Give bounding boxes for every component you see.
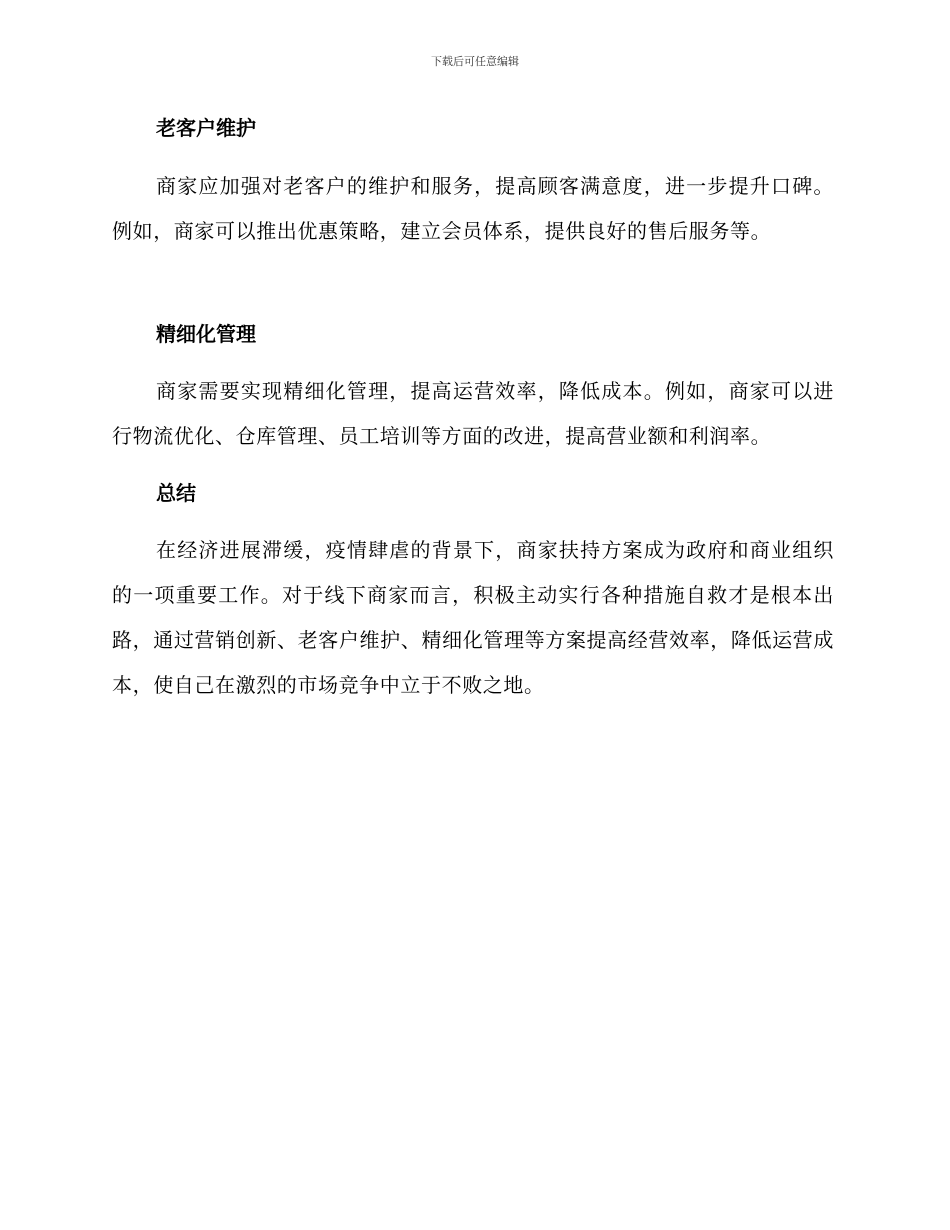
section-heading-refined-management: 精细化管理 — [156, 322, 256, 346]
section-heading-old-customer-maintenance: 老客户维护 — [156, 116, 256, 140]
section-paragraph-summary: 在经济进展滞缓，疫情肆虐的背景下，商家扶持方案成为政府和商业组织的一项重要工作。对于线下商家而言，积极主动实行各种措施自救才是根本出路，通过营销创新、老客户维护、精细化管理等方案提高经营效率，降低运营成本，使自己在激烈的市场竞争中立于不败之地。 — [112, 538, 834, 697]
section-paragraph-old-customer-maintenance: 商家应加强对老客户的维护和服务，提高顾客满意度，进一步提升口碑。例如，商家可以推出优惠策略，建立会员体系，提供良好的售后服务等。 — [112, 174, 834, 243]
section-heading-summary: 总结 — [156, 481, 196, 505]
section-paragraph-refined-management: 商家需要实现精细化管理，提高运营效率，降低成本。例如，商家可以进行物流优化、仓库管理、员工培训等方面的改进，提高营业额和利润率。 — [112, 379, 834, 448]
page-header: 下载后可任意编辑 — [431, 55, 519, 68]
